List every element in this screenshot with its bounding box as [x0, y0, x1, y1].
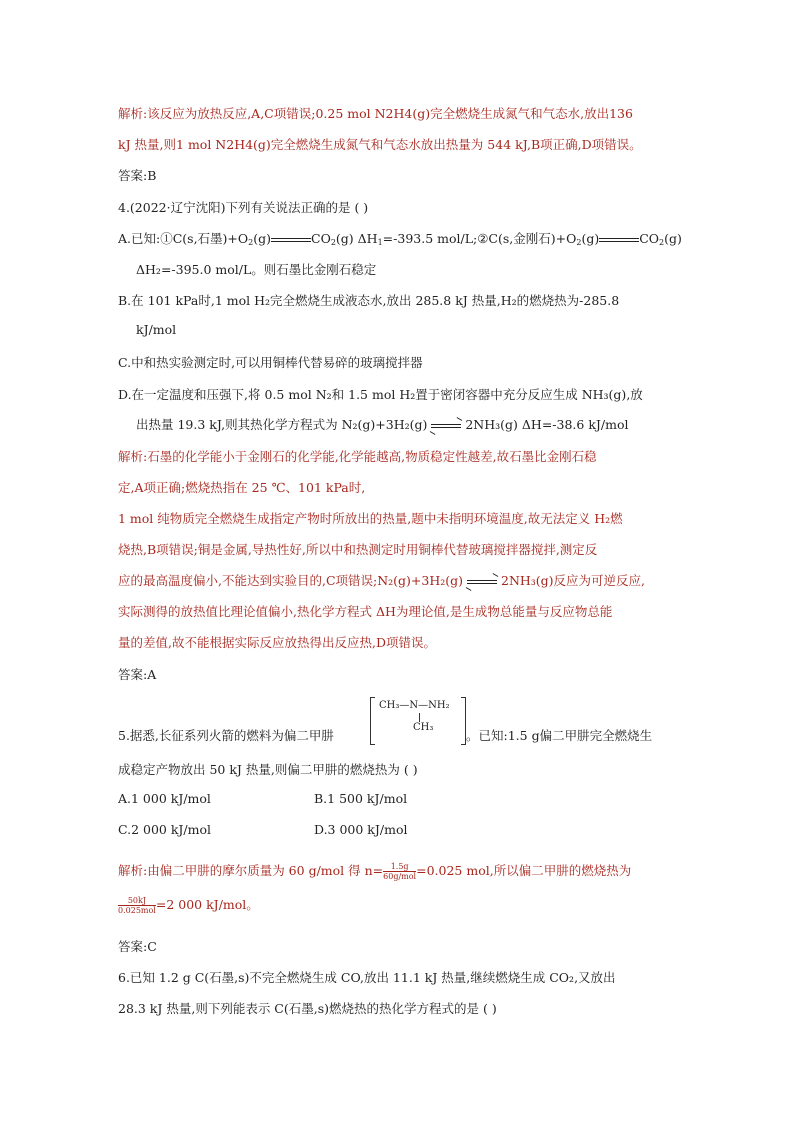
- q5-option-b: B.1 500 kJ/mol: [314, 791, 408, 806]
- q5-stem-line-2: 成稳定产物放出 50 kJ 热量,则偏二甲肼的燃烧热为 ( ): [118, 762, 418, 777]
- q5-stem-pre: 5.据悉,长征系列火箭的燃料为偏二甲肼: [118, 728, 334, 743]
- q4-analysis-line-1: 解析:石墨的化学能小于金刚石的化学能,化学能越高,物质稳定性越差,故石墨比金刚石稳: [118, 449, 597, 464]
- q4-a-text-3: CO: [311, 231, 331, 246]
- q5-analysis-pre: 解析:由偏二甲肼的摩尔质量为 60 g/mol 得 n=: [118, 863, 384, 878]
- q4-analysis-line-7: 量的差值,故不能根据实际反应放热得出反应热,D项错误。: [118, 635, 436, 650]
- q4-d-text-2: 2NH₃(g) ΔH=-38.6 kJ/mol: [465, 417, 629, 432]
- q4-analysis-line-6: 实际测得的放热值比理论值偏小,热化学方程式 ΔH为理论值,是生成物总能量与反应物总能: [118, 604, 613, 619]
- q4-option-b-line-1: B.在 101 kPa时,1 mol H₂完全燃烧生成液态水,放出 285.8 kJ 热量,H₂的燃烧热为-285.8: [118, 293, 620, 308]
- q5-option-c: C.2 000 kJ/mol: [118, 822, 212, 837]
- q3-analysis-line-2: kJ 热量,则1 mol N2H4(g)完全燃烧生成氮气和气态水放出热量为 544 kJ,B项正确,D项错误。: [118, 137, 642, 152]
- structure-bottom: CH₃: [413, 722, 434, 733]
- structure-top: CH₃—N—NH₂: [379, 700, 450, 711]
- q3-analysis-line-1: 解析:该反应为放热反应,A,C项错误;0.25 mol N2H4(g)完全燃烧生成氮气和气态水,放出136: [118, 106, 633, 121]
- q4-analysis-line-2: 定,A项正确;燃烧热指在 25 ℃、101 kPa时,: [118, 480, 366, 495]
- q4-d-text-1: 出热量 19.3 kJ,则其热化学方程式为 N₂(g)+3H₂(g): [136, 417, 428, 432]
- equals-arrow-icon: [271, 236, 311, 244]
- q4-a-text-4: (g) ΔH: [335, 231, 378, 246]
- fraction-heat: $\frac{50kJ}{\text{0.025mol}}$: [118, 896, 156, 915]
- q4-a-text-8: (g): [664, 231, 682, 246]
- q4-a-text-5: =-393.5 mol/L;②C(s,金刚石)+O: [382, 231, 577, 246]
- q4-a-text-1: A.已知:①C(s,石墨)+O: [118, 231, 249, 246]
- q6-stem-line-1: 6.已知 1.2 g C(石墨,s)不完全燃烧生成 CO,放出 11.1 kJ 热量,继续燃烧生成 CO₂,又放出: [118, 970, 616, 985]
- q5-analysis-line-1: [118, 861, 631, 881]
- q5-analysis-result: =2 000 kJ/mol。: [155, 897, 259, 912]
- q4-analysis-5-post: 2NH₃(g)反应为可逆反应,: [501, 573, 646, 588]
- reversible-arrow-icon: [467, 577, 497, 587]
- q4-analysis-line-5: [118, 571, 645, 589]
- equals-arrow-icon: [599, 236, 639, 244]
- q5-analysis-post: =0.025 mol,所以偏二甲肼的燃烧热为: [416, 863, 632, 878]
- q5-option-a: A.1 000 kJ/mol: [118, 791, 211, 806]
- q4-answer: 答案:A: [118, 667, 157, 682]
- q3-answer: 答案:B: [118, 168, 157, 183]
- q4-analysis-line-3: 1 mol 纯物质完全燃烧生成指定产物时所放出的热量,题中未指明环境温度,故无法定义 H₂燃: [118, 511, 623, 526]
- q4-option-b-line-2: kJ/mol: [136, 322, 177, 337]
- q4-option-a-line-2: ΔH₂=-395.0 mol/L。则石墨比金刚石稳定: [136, 262, 377, 277]
- q6-stem-line-2: 28.3 kJ 热量,则下列能表示 C(石墨,s)燃烧热的热化学方程式的是 ( ): [118, 1001, 497, 1016]
- q5-option-d: D.3 000 kJ/mol: [314, 822, 408, 837]
- q5-analysis-line-2: [118, 895, 259, 915]
- fraction-mass: $\frac{1.5g}{\text{60g/mol}}$: [383, 862, 417, 881]
- dimethylhydrazine-structure: [370, 697, 466, 743]
- q4-option-d-line-2: [136, 415, 629, 433]
- q4-option-c: C.中和热实验测定时,可以用铜棒代替易碎的玻璃搅拌器: [118, 355, 423, 370]
- q4-a-text-2: (g): [253, 231, 271, 246]
- q4-analysis-5-pre: 应的最高温度偏小,不能达到实验目的,C项错误;N₂(g)+3H₂(g): [118, 573, 464, 588]
- q5-answer: 答案:C: [118, 939, 157, 954]
- q4-a-text-7: CO: [639, 231, 660, 246]
- reversible-arrow-icon: [431, 421, 461, 431]
- q4-a-text-6: (g): [581, 231, 600, 246]
- q4-stem: 4.(2022·辽宁沈阳)下列有关说法正确的是 ( ): [118, 200, 369, 215]
- q4-option-a-line-1: A.已知:①C(s,石墨)$+O_2(g)$ $CO_2(g)$ $\Delta H_1=-393.5$ mol/L;②C(s,金刚石)$+O_2(g)$ $CO_2(g)$: [118, 231, 682, 247]
- q4-analysis-line-4: 烧热,B项错误;铜是金属,导热性好,所以中和热测定时用铜棒代替玻璃搅拌器搅拌,测定反: [118, 542, 598, 557]
- q5-stem-post: 。已知:1.5 g偏二甲肼完全燃烧生: [466, 728, 653, 743]
- q4-option-d-line-1: D.在一定温度和压强下,将 0.5 mol N₂和 1.5 mol H₂置于密闭容器中充分反应生成 NH₃(g),放: [118, 387, 643, 402]
